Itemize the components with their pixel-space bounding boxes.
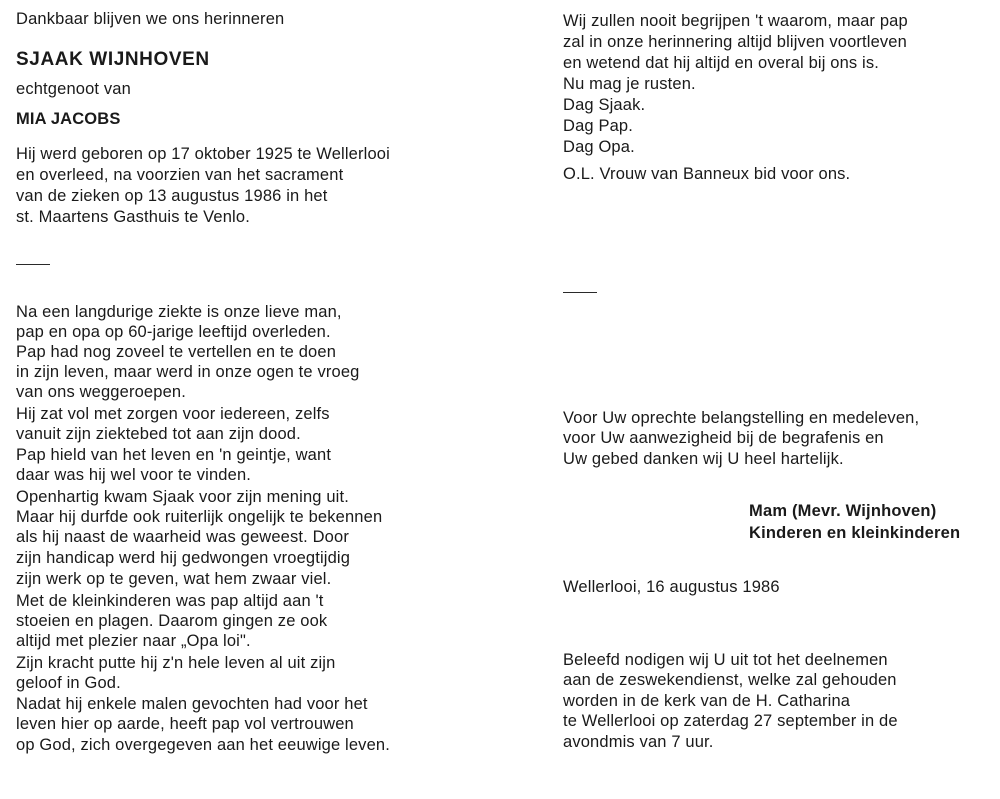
story-line: van ons weggeroepen. (16, 383, 186, 401)
story-line: Met de kleinkinderen was pap altijd aan 't (16, 592, 324, 610)
invite-line: aan de zeswekendienst, welke zal gehouden (563, 671, 897, 689)
story-line: Pap had nog zoveel te vertellen en te doen (16, 343, 337, 361)
farewell-line: zal in onze herinnering altijd blijven voortleven (563, 33, 907, 51)
story-line: op God, zich overgegeven aan het eeuwige leven. (16, 736, 390, 754)
spouse-label: echtgenoot van (16, 80, 131, 98)
story-line: vanuit zijn ziektebed tot aan zijn dood. (16, 425, 301, 443)
story-line: Maar hij durfde ook ruiterlijk ongelijk te bekennen (16, 508, 383, 526)
prayer-text: O.L. Vrouw van Banneux bid voor ons. (563, 165, 851, 183)
invite-line: worden in de kerk van de H. Catharina (563, 692, 851, 710)
farewell-line: Wij zullen nooit begrijpen 't waarom, maar pap (563, 12, 908, 30)
story-line: Zijn kracht putte hij z'n hele leven al uit zijn (16, 654, 336, 672)
invite-line: Beleefd nodigen wij U uit tot het deelnemen (563, 651, 888, 669)
farewell-line: Dag Opa. (563, 138, 635, 156)
signature-line: Mam (Mevr. Wijnhoven) (749, 502, 937, 520)
deceased-name: SJAAK WIJNHOVEN (16, 49, 210, 70)
farewell-line: Dag Sjaak. (563, 96, 646, 114)
thanks-line: Uw gebed danken wij U heel hartelijk. (563, 450, 844, 468)
farewell-line: Nu mag je rusten. (563, 75, 696, 93)
farewell-line: en wetend dat hij altijd en overal bij ons is. (563, 54, 880, 72)
divider (563, 292, 597, 293)
birth-line: Hij werd geboren op 17 oktober 1925 te Wellerlooi (16, 145, 390, 163)
thanks-line: Voor Uw oprechte belangstelling en medeleven, (563, 409, 920, 427)
story-line: Na een langdurige ziekte is onze lieve man, (16, 303, 342, 321)
thanks-line: voor Uw aanwezigheid bij de begrafenis en (563, 429, 884, 447)
signature-line: Kinderen en kleinkinderen (749, 524, 961, 542)
story-line: Hij zat vol met zorgen voor iedereen, zelfs (16, 405, 330, 423)
story-line: altijd met plezier naar „Opa loi". (16, 632, 251, 650)
place-date: Wellerlooi, 16 augustus 1986 (563, 578, 780, 596)
story-line: zijn handicap werd hij gedwongen vroegtijdig (16, 549, 351, 567)
story-line: in zijn leven, maar werd in onze ogen te vroeg (16, 363, 360, 381)
birth-line: st. Maartens Gasthuis te Venlo. (16, 208, 250, 226)
spouse-name: MIA JACOBS (16, 110, 121, 128)
story-line: Openhartig kwam Sjaak voor zijn mening uit. (16, 488, 349, 506)
intro-text: Dankbaar blijven we ons herinneren (16, 10, 285, 28)
story-line: Pap hield van het leven en 'n geintje, want (16, 446, 332, 464)
story-line: als hij naast de waarheid was geweest. Door (16, 528, 349, 546)
story-line: stoeien en plagen. Daarom gingen ze ook (16, 612, 328, 630)
story-line: pap en opa op 60-jarige leeftijd overleden. (16, 323, 331, 341)
divider (16, 264, 50, 265)
story-line: Nadat hij enkele malen gevochten had voor het (16, 695, 368, 713)
invite-line: te Wellerlooi op zaterdag 27 september in de (563, 712, 898, 730)
story-line: geloof in God. (16, 674, 121, 692)
story-line: daar was hij wel voor te vinden. (16, 466, 252, 484)
birth-line: van de zieken op 13 augustus 1986 in het (16, 187, 328, 205)
birth-line: en overleed, na voorzien van het sacrament (16, 166, 344, 184)
story-line: leven hier op aarde, heeft pap vol vertrouwen (16, 715, 354, 733)
story-line: zijn werk op te geven, wat hem zwaar viel. (16, 570, 332, 588)
invite-line: avondmis van 7 uur. (563, 733, 714, 751)
farewell-line: Dag Pap. (563, 117, 633, 135)
